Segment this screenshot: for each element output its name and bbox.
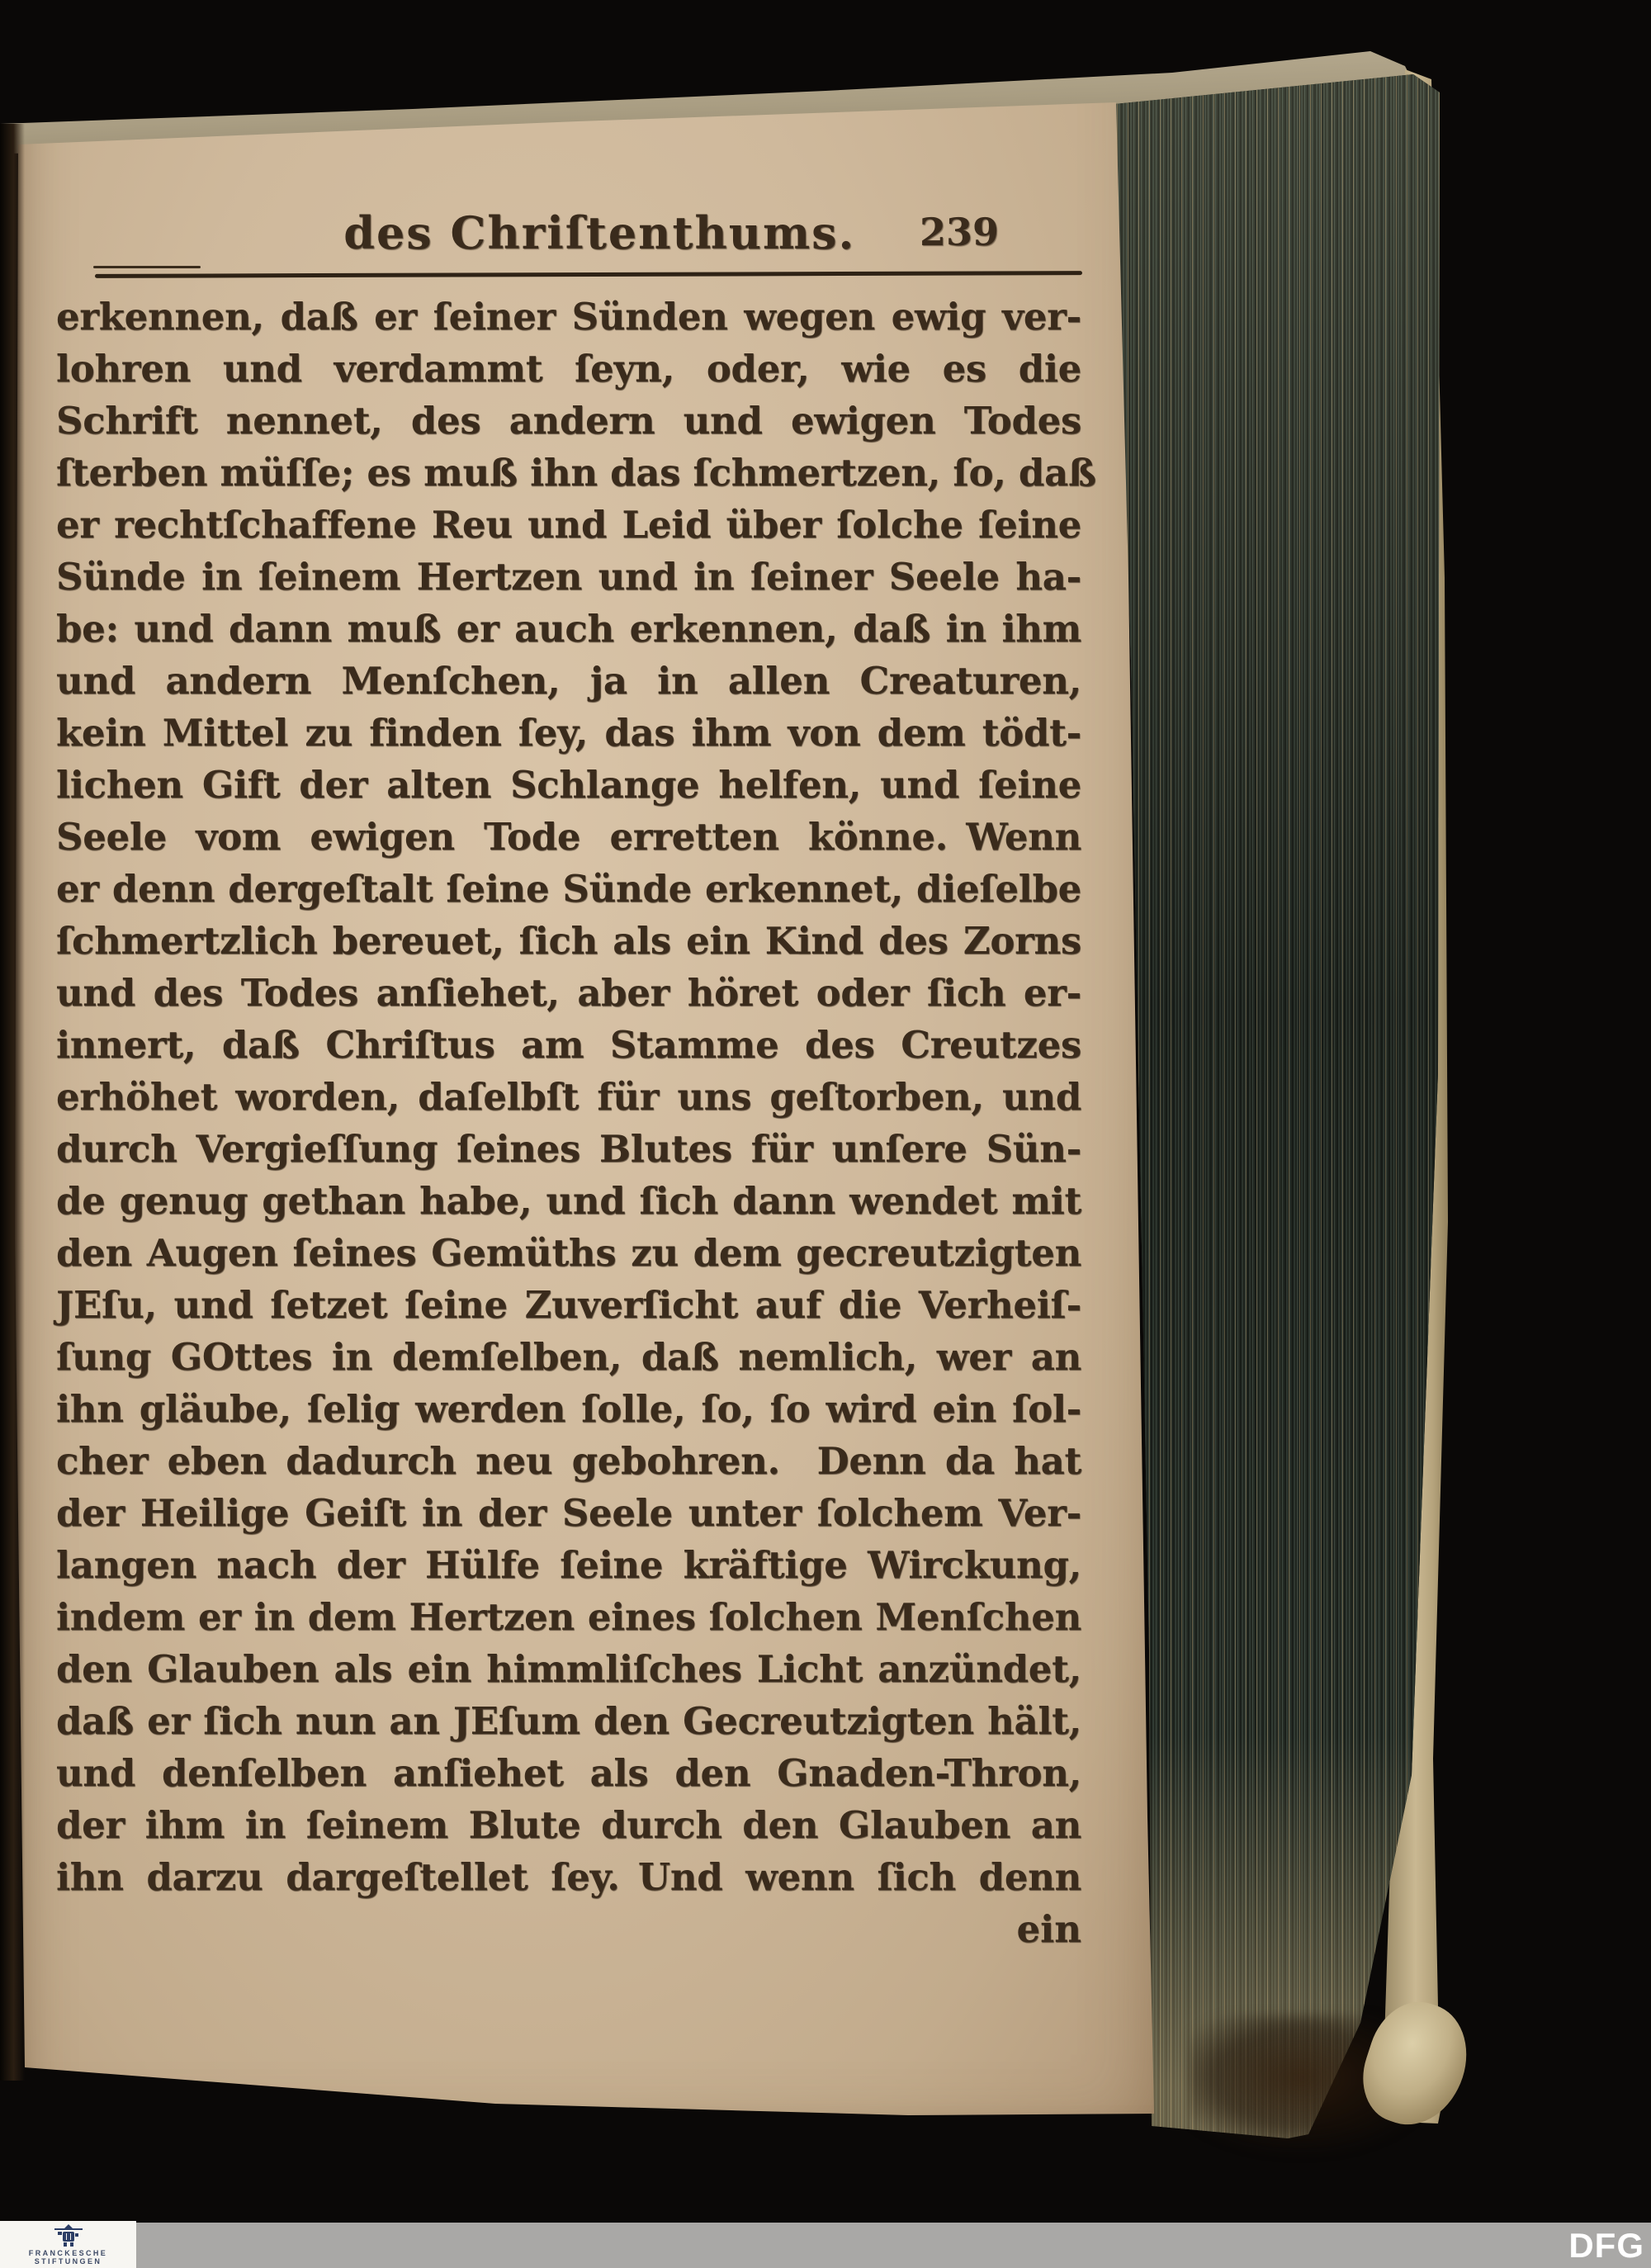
logo-text-line-1: FRANCKESCHE (28, 2248, 108, 2257)
text-line: der ihm in ſeinem Blute durch den Glauben an (56, 1803, 1081, 1847)
text-line: indem er in dem Hertzen eines ſolchen Menſchen (56, 1595, 1081, 1639)
running-header-title: des Chriſtenthums. (343, 206, 856, 259)
catchword: ein (1016, 1907, 1081, 1951)
text-line: innert, daß Chriſtus am Stamme des Creutzes (56, 1023, 1081, 1067)
text-line: erkennen, daß er ſeiner Sünden wegen ewig ver- (56, 295, 1081, 339)
text-line: ſung GOttes in demſelben, daß nemlich, wer an (56, 1335, 1081, 1379)
text-line: und des Todes anſiehet, aber höret oder ſich er- (56, 971, 1081, 1015)
text-line: Sünde in ſeinem Hertzen und in ſeiner Seele ha- (56, 555, 1081, 599)
text-line: ſchmertzlich bereuet, ſich als ein Kind des Zorns (56, 919, 1081, 963)
page-number: 239 (919, 210, 999, 254)
text-line: und denſelben anſiehet als den Gnaden-Thron, (56, 1751, 1081, 1795)
footer-bar (0, 2223, 1651, 2268)
header-rule-secondary (93, 266, 201, 268)
text-line: den Glauben als ein himmliſches Licht anzündet, (56, 1647, 1081, 1691)
dfg-logo: DFG (1568, 2225, 1644, 2265)
text-line: ihn gläube, ſelig werden ſolle, ſo, ſo wird ein ſol- (56, 1387, 1081, 1431)
text-line: daß er ſich nun an JEſum den Gecreutzigten hält, (56, 1699, 1081, 1743)
text-line: den Augen ſeines Gemüths zu dem gecreutzigten (56, 1231, 1081, 1275)
text-line: langen nach der Hülfe ſeine kräftige Wirckung, (56, 1543, 1081, 1587)
text-line: lichen Gift der alten Schlange helfen, und ſeine (56, 763, 1081, 807)
logo-text-line-2: STIFTUNGEN (34, 2256, 102, 2266)
franckesche-stiftungen-logo (0, 2221, 136, 2268)
text-line: ihn darzu dargeſtellet ſey. Und wenn ſich denn (56, 1855, 1081, 1899)
text-line: JEſu, und ſetzet ſeine Zuverſicht auf die Verheiſ- (56, 1283, 1081, 1327)
text-line: be: und dann muß er auch erkennen, daß in ihm (56, 607, 1081, 651)
gutter-edge (0, 124, 25, 2081)
text-line: Seele vom ewigen Tode erretten könne. Wenn (56, 815, 1081, 859)
body-text (56, 291, 1096, 1903)
text-line: er rechtſchaffene Reu und Leid über ſolche ſeine (56, 503, 1081, 547)
text-line: erhöhet worden, daſelbſt für uns geſtorben, und (56, 1075, 1081, 1119)
text-line: lohren und verdammt ſeyn, oder, wie es die (56, 347, 1081, 391)
text-line: und andern Menſchen, ja in allen Creaturen, (56, 659, 1081, 703)
text-line: er denn dergeſtalt ſeine Sünde erkennet, dieſelbe (56, 867, 1081, 911)
text-line: kein Mittel zu finden ſey, das ihm von dem tödt- (56, 711, 1081, 755)
text-line: durch Vergieſſung ſeines Blutes für unſere Sün- (56, 1127, 1081, 1171)
franckesche-stiftungen-logo-icon (52, 2224, 85, 2247)
text-line: de genug gethan habe, und ſich dann wendet mit (56, 1179, 1081, 1223)
text-line: Schrift nennet, des andern und ewigen Todes (56, 399, 1081, 443)
text-line: cher eben dadurch neu gebohren. Denn da hat (56, 1439, 1081, 1483)
text-line: ſterben müſſe; es muß ihn das ſchmertzen, ſo, daß (56, 451, 1096, 495)
text-line: der Heilige Geiſt in der Seele unter ſolchem Ver- (56, 1491, 1081, 1535)
